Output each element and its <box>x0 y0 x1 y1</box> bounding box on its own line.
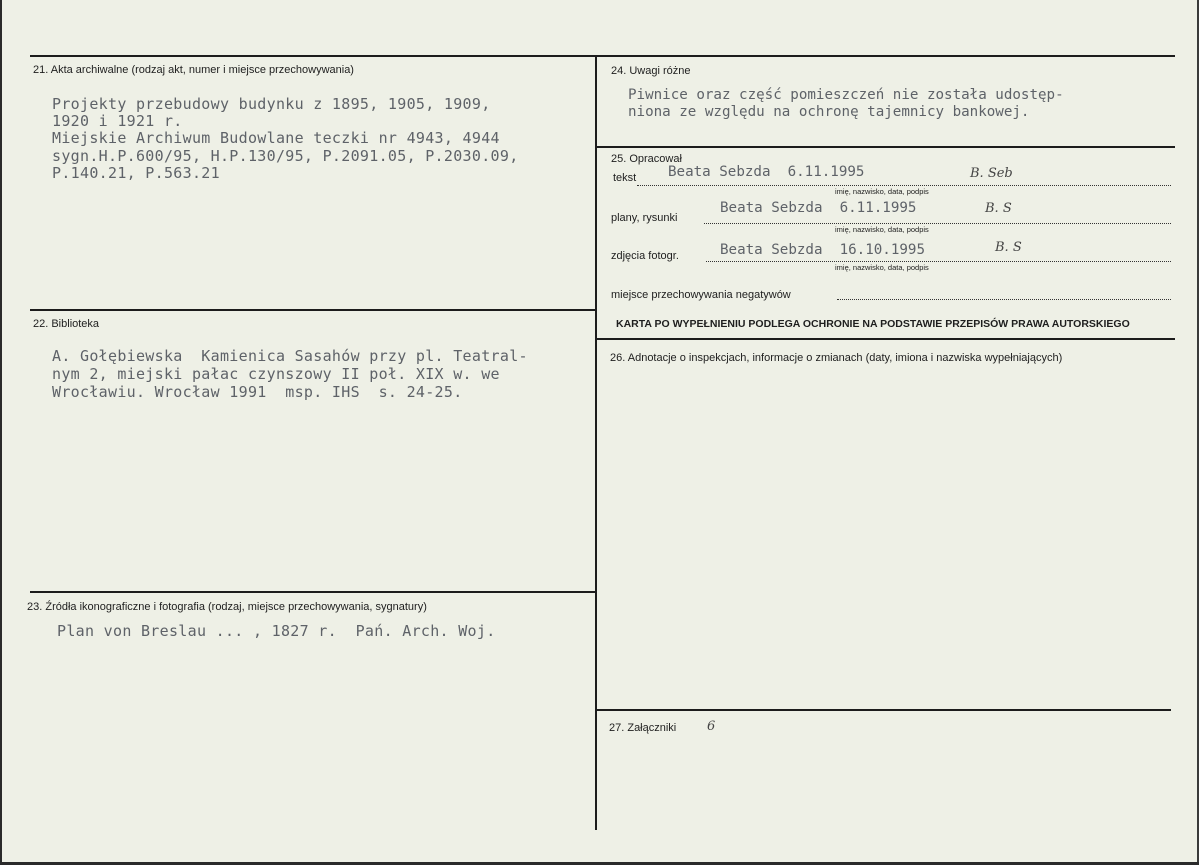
plany-caption: imię, nazwisko, data, podpis <box>835 225 929 234</box>
s21-line-5: P.140.21, P.563.21 <box>52 164 220 182</box>
s21-line-2: 1920 i 1921 r. <box>52 112 183 130</box>
copyright-notice: KARTA PO WYPEŁNIENIU PODLEGA OCHRONIE NA PODSTAWIE PRZEPISÓW PRAWA AUTORSKIEGO <box>616 318 1130 330</box>
s24-line-2: niona ze względu na ochronę tajemnicy bankowej. <box>628 104 1030 120</box>
zdjecia-value: Beata Sebzda 16.10.1995 <box>720 242 925 258</box>
s21-line-4: sygn.H.P.600/95, H.P.130/95, P.2091.05, P.2030.09, <box>52 147 519 165</box>
section-25-label: 25. Opracował <box>611 153 682 165</box>
s22-line-1: A. Gołębiewska Kamienica Sasahów przy pl. Teatral- <box>52 347 528 365</box>
s24-line-1: Piwnice oraz część pomieszczeń nie została udostęp- <box>628 87 1064 103</box>
s22-line-3: Wrocławiu. Wrocław 1991 msp. IHS s. 24-25. <box>52 383 463 401</box>
tekst-caption: imię, nazwisko, data, podpis <box>835 187 929 196</box>
rule-25-26 <box>596 338 1175 340</box>
section-23-label: 23. Źródła ikonograficzne i fotografia (rodzaj, miejsce przechowywania, sygnatury) <box>27 601 427 613</box>
zdjecia-caption: imię, nazwisko, data, podpis <box>835 263 929 272</box>
tekst-value: Beata Sebzda 6.11.1995 <box>668 164 865 180</box>
zdjecia-label: zdjęcia fotogr. <box>611 250 679 262</box>
attachments-count: 6 <box>707 719 716 734</box>
column-divider <box>595 55 597 830</box>
plany-value: Beata Sebzda 6.11.1995 <box>720 200 917 216</box>
s23-line-1: Plan von Breslau ... , 1827 r. Pań. Arch. Woj. <box>57 622 496 640</box>
rule-26-27 <box>596 709 1171 711</box>
plany-signature: B. S <box>985 201 1012 216</box>
section-27-label: 27. Załączniki <box>609 722 677 734</box>
negatywy-line <box>837 299 1171 300</box>
rule-24-25 <box>596 146 1175 148</box>
left-border <box>0 0 2 865</box>
plany-line <box>704 223 1171 224</box>
section-21-label: 21. Akta archiwalne (rodzaj akt, numer i miejsce przechowywania) <box>33 64 354 76</box>
section-24-label: 24. Uwagi różne <box>611 65 691 77</box>
tekst-line <box>637 185 1171 186</box>
negatywy-label: miejsce przechowywania negatywów <box>611 289 791 301</box>
plany-label: plany, rysunki <box>611 212 678 224</box>
rule-21-22 <box>30 309 596 311</box>
section-22-label: 22. Biblioteka <box>33 318 100 330</box>
tekst-signature: B. Seb <box>970 166 1013 181</box>
section-26-label: 26. Adnotacje o inspekcjach, informacje o zmianach (daty, imiona i nazwiska wypełniających) <box>610 352 1063 364</box>
zdjecia-signature: B. S <box>995 240 1022 255</box>
top-rule <box>30 55 1175 57</box>
tekst-label: tekst <box>613 172 637 184</box>
s21-line-3: Miejskie Archiwum Budowlane teczki nr 4943, 4944 <box>52 129 500 147</box>
zdjecia-line <box>706 261 1171 262</box>
s22-line-2: nym 2, miejski pałac czynszowy II poł. XIX w. we <box>52 365 500 383</box>
rule-22-23 <box>30 591 596 593</box>
s21-line-1: Projekty przebudowy budynku z 1895, 1905, 1909, <box>52 95 491 113</box>
